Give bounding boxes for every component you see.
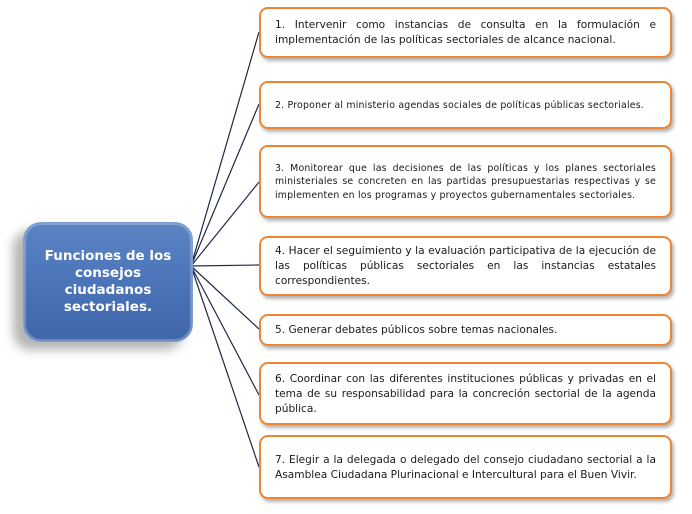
function-box-1 xyxy=(259,7,672,58)
function-text-1: 1. Intervenir como instancias de consulta en la formulación e implementación de las políticas sectoriales de alcance nacional. xyxy=(275,19,656,46)
connector-line-7 xyxy=(191,266,259,467)
function-box-3 xyxy=(259,145,672,218)
function-text-3: 3. Monitorear que las decisiones de las políticas y los planes sectoriales ministeriales se concreten en las partidas presupuestarias respectivas y se implementen en los programas y proyectos gubernamentales sectoriales. xyxy=(275,162,656,201)
connector-line-4 xyxy=(191,265,259,266)
connector-line-1 xyxy=(191,32,259,266)
function-text-6: 6. Coordinar con las diferentes instituciones públicas y privadas en el tema de su responsabilidad para la concreción sectorial de la agenda pública. xyxy=(275,372,656,415)
function-text-2: 2. Proponer al ministerio agendas sociales de políticas públicas sectoriales. xyxy=(275,99,644,111)
connector-line-2 xyxy=(191,104,259,266)
function-text-7: 7. Elegir a la delegada o delegado del consejo ciudadano sectorial a la Asamblea Ciudadana Plurinacional e Intercultural para el Buen Vivir. xyxy=(275,453,656,481)
function-text-4: 4. Hacer el seguimiento y la evaluación participativa de la ejecución de las políticas públicas sectoriales en las instancias estatales correspondientes. xyxy=(275,245,656,287)
function-box-5 xyxy=(259,314,672,346)
connector-line-6 xyxy=(191,266,259,395)
function-box-6 xyxy=(259,362,672,425)
function-box-4 xyxy=(259,236,672,296)
function-text-5: 5. Generar debates públicos sobre temas nacionales. xyxy=(275,324,558,336)
connector-line-3 xyxy=(191,182,259,266)
function-box-7 xyxy=(259,435,672,499)
central-topic-node xyxy=(23,222,193,342)
function-box-2 xyxy=(259,81,672,129)
central-topic-title: Funciones de los consejos ciudadanos sectoriales. xyxy=(44,248,172,315)
